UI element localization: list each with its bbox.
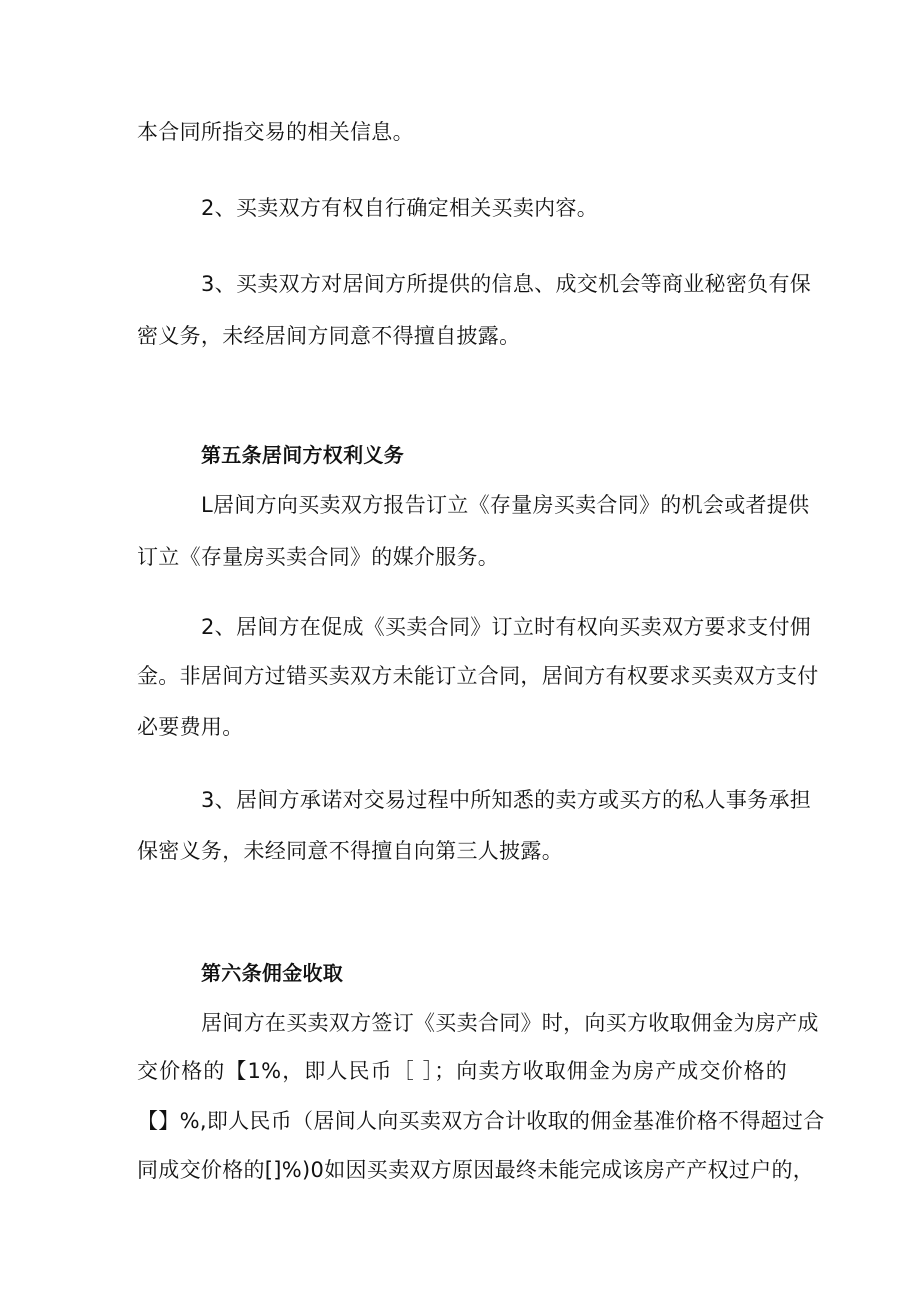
paragraph-line: 【】%,即人民币（居间人向买卖双方合计收取的佣金基准价格不得超过合	[137, 1109, 825, 1133]
paragraph-line: 2、居间方在促成《买卖合同》订立时有权向买卖双方要求支付佣	[201, 615, 812, 639]
paragraph-line: 必要费用。	[137, 715, 244, 739]
paragraph-line: 3、买卖双方对居间方所提供的信息、成交机会等商业秘密负有保	[201, 272, 812, 296]
paragraph-line: 订立《存量房买卖合同》的媒介服务。	[137, 545, 500, 569]
paragraph-line: L居间方向买卖双方报告订立《存量房买卖合同》的机会或者提供	[201, 493, 810, 517]
paragraph-line: 本合同所指交易的相关信息。	[137, 120, 414, 144]
article-5-heading: 第五条居间方权利义务	[201, 443, 404, 467]
paragraph-line: 3、居间方承诺对交易过程中所知悉的卖方或买方的私人事务承担	[201, 788, 812, 812]
paragraph-line: 2、买卖双方有权自行确定相关买卖内容。	[201, 196, 599, 220]
paragraph-line: 居间方在买卖双方签订《买卖合同》时，向买方收取佣金为房产成	[201, 1011, 819, 1035]
paragraph-line: 密义务，未经居间方同意不得擅自披露。	[137, 324, 521, 348]
paragraph-line: 同成交价格的[]%)0如因买卖双方原因最终未能完成该房产产权过户的，	[137, 1158, 815, 1182]
article-6-heading: 第六条佣金收取	[201, 961, 344, 985]
paragraph-line: 金。非居间方过错买卖双方未能订立合同，居间方有权要求买卖双方支付	[137, 664, 819, 688]
paragraph-line: 交价格的【1%，即人民币［ ］；向卖方收取佣金为房产成交价格的	[137, 1059, 787, 1083]
paragraph-line: 保密义务，未经同意不得擅自向第三人披露。	[137, 839, 563, 863]
